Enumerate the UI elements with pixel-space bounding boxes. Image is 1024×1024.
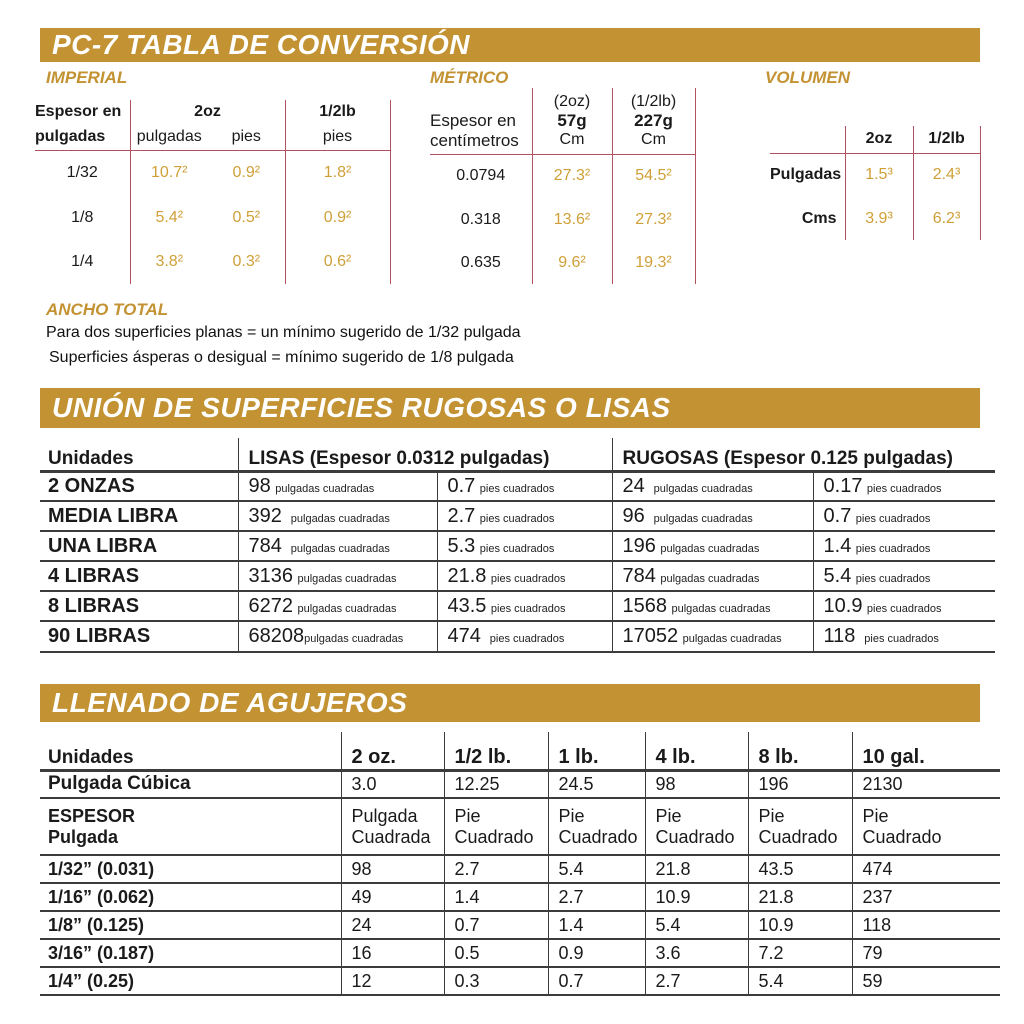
llenado-title: LLENADO DE AGUJEROS <box>52 687 408 718</box>
llenado-header: Unidades <box>40 732 341 770</box>
union-banner <box>40 388 980 428</box>
value-cell: 5.4 <box>548 855 645 883</box>
value-cell: 43.5 <box>748 855 852 883</box>
llenado-row-label: 1/4” (0.25) <box>40 967 341 995</box>
value-cell: 21.8 pies cuadrados <box>437 561 612 591</box>
value-cell: 21.8 <box>645 855 748 883</box>
value-cell: 1568 pulgadas cuadradas <box>612 591 813 621</box>
llenado-header: 1 lb. <box>548 732 645 770</box>
value-cell: 5.4 <box>748 967 852 995</box>
value-cell: 3136 pulgadas cuadradas <box>238 561 437 591</box>
unit-cell: Pie Cuadrado <box>852 798 1000 855</box>
value-cell: 68208pulgadas cuadradas <box>238 621 437 652</box>
imperial-row-label: 1/32 <box>35 150 130 196</box>
value-cell: 24 pulgadas cuadradas <box>612 471 813 501</box>
volumen-corner-cell <box>770 126 845 153</box>
value-cell: 43.5 pies cuadrados <box>437 591 612 621</box>
value-cell: 3.0 <box>341 770 444 798</box>
union-row-label: 90 LIBRAS <box>40 621 238 652</box>
value-cell: 27.3² <box>532 154 612 198</box>
llenado-espesor-label: ESPESOR Pulgada <box>40 798 341 855</box>
value-cell: 0.9 <box>548 939 645 967</box>
value-cell: 96 pulgadas cuadradas <box>612 501 813 531</box>
value-cell: 0.5² <box>208 196 285 240</box>
volumen-row-label: Cms <box>770 197 845 240</box>
value-cell: 10.9 <box>748 911 852 939</box>
value-cell: 0.9² <box>285 196 390 240</box>
value-cell: 1.5³ <box>845 153 913 197</box>
llenado-row <box>40 770 1000 798</box>
imperial-row-label: 1/8 <box>35 196 130 240</box>
metrico-row-label: 0.0794 <box>430 154 532 198</box>
metrico-227g-header: (1/2lb) 227g Cm <box>612 88 695 154</box>
union-row <box>40 531 995 561</box>
value-cell: 2.7 <box>548 883 645 911</box>
imperial-sub-pulgadas: pulgadas <box>130 124 208 150</box>
value-cell: 2130 <box>852 770 1000 798</box>
imperial-row-label: 1/4 <box>35 240 130 284</box>
value-cell: 0.6² <box>285 240 390 284</box>
ancho-line1: Para dos superficies planas = un mínimo sugerido de 1/32 pulgada <box>46 324 521 341</box>
llenado-header: 2 oz. <box>341 732 444 770</box>
value-cell: 10.9 <box>645 883 748 911</box>
unit-cell: Pulgada Cuadrada <box>341 798 444 855</box>
value-cell: 98 pulgadas cuadradas <box>238 471 437 501</box>
union-header-rugosas: RUGOSAS (Espesor 0.125 pulgadas) <box>612 438 995 471</box>
metrico-label: MÉTRICO <box>430 68 509 87</box>
value-cell: 196 pulgadas cuadradas <box>612 531 813 561</box>
value-cell: 7.2 <box>748 939 852 967</box>
page-title: PC-7 TABLA DE CONVERSIÓN <box>52 29 471 60</box>
value-cell: 237 <box>852 883 1000 911</box>
value-cell: 0.7 pies cuadrados <box>437 471 612 501</box>
value-cell: 13.6² <box>532 198 612 241</box>
llenado-table <box>40 732 1000 996</box>
value-cell: 5.3 pies cuadrados <box>437 531 612 561</box>
imperial-col0-header: Espesor en <box>35 100 130 124</box>
llenado-row <box>40 967 1000 995</box>
union-row <box>40 591 995 621</box>
llenado-row-label: 1/32” (0.031) <box>40 855 341 883</box>
value-cell: 474 <box>852 855 1000 883</box>
value-cell: 24 <box>341 911 444 939</box>
value-cell: 10.9 pies cuadrados <box>813 591 995 621</box>
ancho-total-label: ANCHO TOTAL <box>46 300 169 319</box>
union-row-label: 4 LIBRAS <box>40 561 238 591</box>
llenado-header: 10 gal. <box>852 732 1000 770</box>
volumen-label: VOLUMEN <box>765 68 850 87</box>
value-cell: 98 <box>645 770 748 798</box>
value-cell: 12.25 <box>444 770 548 798</box>
value-cell: 0.17 pies cuadrados <box>813 471 995 501</box>
union-header-lisas: LISAS (Espesor 0.0312 pulgadas) <box>238 438 612 471</box>
value-cell: 49 <box>341 883 444 911</box>
value-cell: 2.4³ <box>913 153 980 197</box>
llenado-row-label: Pulgada Cúbica <box>40 770 341 798</box>
union-row <box>40 501 995 531</box>
value-cell: 98 <box>341 855 444 883</box>
value-cell: 2.7 <box>444 855 548 883</box>
value-cell: 0.7 <box>444 911 548 939</box>
metrico-col0-header: Espesor en centímetros <box>430 88 532 154</box>
metrico-row-label: 0.318 <box>430 198 532 241</box>
value-cell: 0.3² <box>208 240 285 284</box>
volumen-2oz-header: 2oz <box>845 126 913 153</box>
value-cell: 0.5 <box>444 939 548 967</box>
value-cell: 1.4 <box>444 883 548 911</box>
union-row <box>40 471 995 501</box>
llenado-row-label: 3/16” (0.187) <box>40 939 341 967</box>
imperial-sub-pies: pies <box>208 124 285 150</box>
unit-cell: Pie Cuadrado <box>748 798 852 855</box>
value-cell: 79 <box>852 939 1000 967</box>
value-cell: 1.4 pies cuadrados <box>813 531 995 561</box>
metrico-57g-header: (2oz) 57g Cm <box>532 88 612 154</box>
value-cell: 21.8 <box>748 883 852 911</box>
union-row <box>40 561 995 591</box>
value-cell: 784 pulgadas cuadradas <box>238 531 437 561</box>
union-row-label: MEDIA LIBRA <box>40 501 238 531</box>
unit-cell: Pie Cuadrado <box>645 798 748 855</box>
value-cell: 6272 pulgadas cuadradas <box>238 591 437 621</box>
value-cell: 5.4² <box>155 209 184 226</box>
imperial-halflb-header: 1/2lb <box>285 100 390 124</box>
llenado-row <box>40 883 1000 911</box>
imperial-col0-header2: pulgadas <box>35 124 130 150</box>
value-cell: 3.6 <box>645 939 748 967</box>
value-cell: 0.3 <box>444 967 548 995</box>
value-cell: 118 <box>852 911 1000 939</box>
llenado-header: 1/2 lb. <box>444 732 548 770</box>
value-cell: 1.4 <box>548 911 645 939</box>
value-cell: 118 pies cuadrados <box>813 621 995 652</box>
union-table <box>40 438 995 653</box>
value-cell: 784 pulgadas cuadradas <box>612 561 813 591</box>
value-cell: 19.3² <box>612 241 695 284</box>
value-cell: 0.7 pies cuadrados <box>813 501 995 531</box>
llenado-banner <box>40 684 980 722</box>
union-row-label: 8 LIBRAS <box>40 591 238 621</box>
imperial-label: IMPERIAL <box>46 68 128 87</box>
value-cell: 17052 pulgadas cuadradas <box>612 621 813 652</box>
llenado-espesor-row <box>40 798 1000 855</box>
value-cell: 2.7 pies cuadrados <box>437 501 612 531</box>
volumen-row-label: Pulgadas <box>770 153 845 197</box>
value-cell: 27.3² <box>612 198 695 241</box>
volumen-halflb-header: 1/2lb <box>913 126 980 153</box>
unit-cell: Pie Cuadrado <box>548 798 645 855</box>
imperial-2oz-header: 2oz <box>130 100 285 124</box>
value-cell: 474 pies cuadrados <box>437 621 612 652</box>
value-cell: 3.9³ <box>845 197 913 240</box>
value-cell: 54.5² <box>612 154 695 198</box>
llenado-row <box>40 939 1000 967</box>
value-cell: 24.5 <box>548 770 645 798</box>
imperial-sub-pies2: pies <box>285 124 390 150</box>
value-cell: 196 <box>748 770 852 798</box>
llenado-row <box>40 855 1000 883</box>
value-cell: 16 <box>341 939 444 967</box>
volumen-table <box>770 126 981 240</box>
ancho-line2: Superficies ásperas o desigual = mínimo sugerido de 1/8 pulgada <box>49 349 514 366</box>
unit-cell: Pie Cuadrado <box>444 798 548 855</box>
value-cell: 10.7² <box>151 164 188 182</box>
union-row-label: UNA LIBRA <box>40 531 238 561</box>
value-cell: 3.8² <box>155 253 184 270</box>
metrico-table <box>430 88 696 284</box>
llenado-row-label: 1/8” (0.125) <box>40 911 341 939</box>
value-cell: 5.4 pies cuadrados <box>813 561 995 591</box>
llenado-header: 8 lb. <box>748 732 852 770</box>
union-row-label: 2 ONZAS <box>40 471 238 501</box>
llenado-row-label: 1/16” (0.062) <box>40 883 341 911</box>
value-cell: 2.7 <box>645 967 748 995</box>
metrico-row-label: 0.635 <box>430 241 532 284</box>
llenado-header: 4 lb. <box>645 732 748 770</box>
value-cell: 6.2³ <box>913 197 980 240</box>
union-header-unidades: Unidades <box>40 438 238 471</box>
imperial-table <box>35 100 391 284</box>
value-cell: 9.6² <box>532 241 612 284</box>
value-cell: 0.7 <box>548 967 645 995</box>
value-cell: 12 <box>341 967 444 995</box>
llenado-row <box>40 911 1000 939</box>
value-cell: 59 <box>852 967 1000 995</box>
union-row <box>40 621 995 652</box>
value-cell: 0.9² <box>208 150 285 196</box>
value-cell: 5.4 <box>645 911 748 939</box>
value-cell: 1.8² <box>285 150 390 196</box>
union-title: UNIÓN DE SUPERFICIES RUGOSAS O LISAS <box>52 392 671 423</box>
value-cell: 392 pulgadas cuadradas <box>238 501 437 531</box>
main-title-banner <box>40 28 980 62</box>
